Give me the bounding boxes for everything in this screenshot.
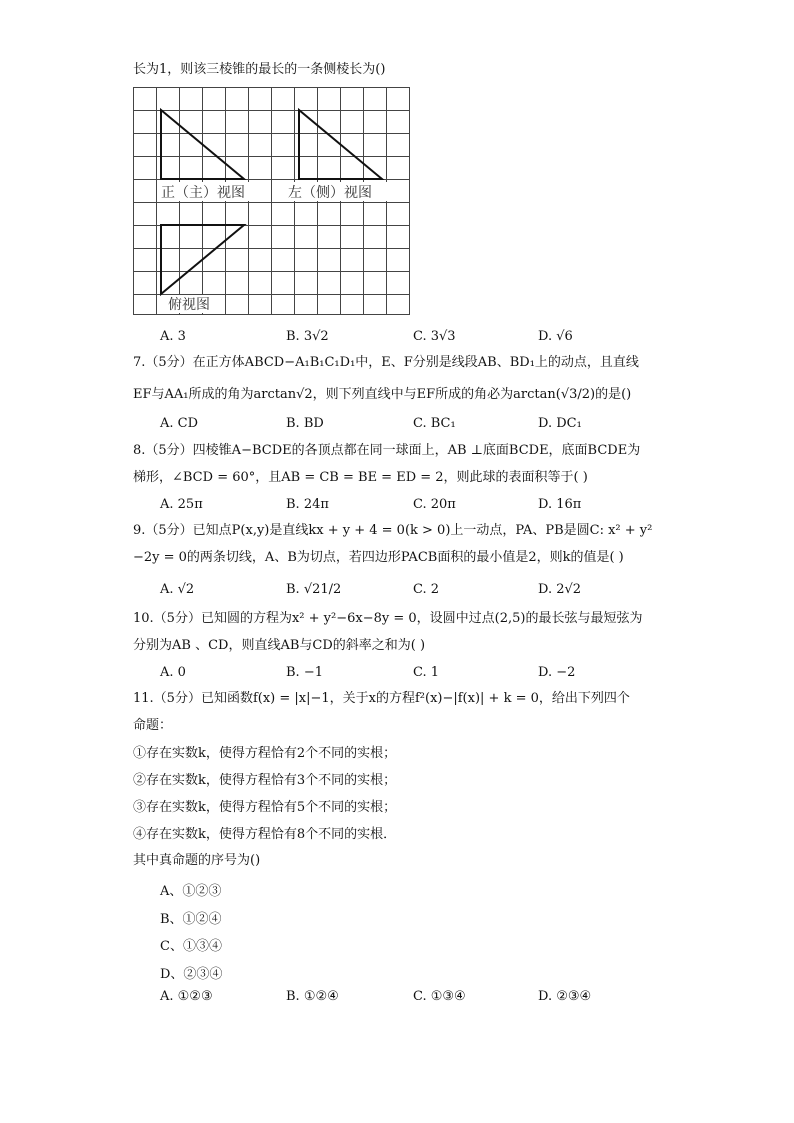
option-b[interactable]: B. −1	[286, 665, 323, 680]
question-6-options	[160, 329, 680, 345]
question-10-options	[160, 665, 680, 681]
option-c[interactable]: C. ①③④	[413, 989, 466, 1004]
option-b[interactable]: B. √21/2	[286, 582, 342, 597]
question-9-line-1: 9.（5分）已知点P(x,y)是直线kx + y + 4 = 0(k > 0)上一动点，PA、PB是圆C: x² + y²	[133, 523, 653, 538]
question-7-line-1: 7.（5分）在正方体ABCD−A₁B₁C₁D₁中，E、F分别是线段AB、BD₁上的动点，且直线	[133, 355, 639, 370]
sub-option-a: A、①②③	[160, 884, 222, 899]
question-10-line-1: 10.（5分）已知圆的方程为x² + y²−6x−8y = 0，设圆中过点(2,5)的最长弦与最短弦为	[133, 611, 643, 626]
question-8-options	[160, 497, 680, 513]
option-b[interactable]: B. BD	[286, 416, 324, 431]
option-a[interactable]: A. 3	[160, 329, 186, 344]
question-7-line-2: EF与AA₁所成的角为arctan√2，则下列直线中与EF所成的角必为arctan(√3/2)的是()	[133, 387, 632, 402]
top-view-label: 俯视图	[168, 297, 210, 313]
option-d[interactable]: D. −2	[538, 665, 576, 680]
option-a[interactable]: A. CD	[160, 416, 199, 431]
option-c[interactable]: C. 1	[413, 665, 440, 680]
statement-3: ③存在实数k，使得方程恰有5个不同的实根；	[133, 800, 397, 815]
option-a[interactable]: A. 0	[160, 665, 186, 680]
sub-option-d: D、②③④	[160, 967, 223, 982]
statement-2: ②存在实数k，使得方程恰有3个不同的实根；	[133, 773, 397, 788]
option-d[interactable]: D. DC₁	[538, 416, 582, 431]
option-b[interactable]: B. ①②④	[286, 989, 339, 1004]
question-7-options	[160, 416, 680, 432]
option-d[interactable]: D. 2√2	[538, 582, 582, 597]
statement-4: ④存在实数k，使得方程恰有8个不同的实根．	[133, 827, 397, 842]
sub-option-c: C、①③④	[160, 939, 222, 954]
option-d[interactable]: D. ②③④	[538, 989, 592, 1004]
question-11-options	[160, 989, 680, 1005]
side-view-label: 左（侧）视图	[288, 185, 372, 201]
three-view-figure	[133, 87, 413, 317]
option-a[interactable]: A. 25π	[160, 497, 203, 512]
question-11-prompt: 其中真命题的序号为()	[133, 853, 261, 868]
front-view-label: 正（主）视图	[161, 185, 245, 201]
question-11-line-1: 11.（5分）已知函数f(x) = |x|−1，关于x的方程f²(x)−|f(x)| + k = 0，给出下列四个	[133, 691, 630, 706]
question-9-line-2: −2y = 0的两条切线，A、B为切点，若四边形PACB面积的最小值是2，则k的值是( )	[133, 550, 624, 565]
option-b[interactable]: B. 3√2	[286, 329, 329, 344]
question-6-stem: 长为1，则该三棱锥的最长的一条侧棱长为()	[133, 62, 386, 77]
option-c[interactable]: C. 2	[413, 582, 440, 597]
question-9-options	[160, 582, 680, 598]
option-b[interactable]: B. 24π	[286, 497, 329, 512]
statement-1: ①存在实数k，使得方程恰有2个不同的实根；	[133, 746, 397, 761]
question-8-line-1: 8.（5分）四棱锥A−BCDE的各顶点都在同一球面上，AB ⊥底面BCDE，底面BCDE为	[133, 443, 641, 458]
option-c[interactable]: C. BC₁	[413, 416, 456, 431]
option-d[interactable]: D. √6	[538, 329, 573, 344]
option-c[interactable]: C. 20π	[413, 497, 456, 512]
sub-option-b: B、①②④	[160, 912, 222, 927]
option-a[interactable]: A. √2	[160, 582, 195, 597]
question-8-line-2: 梯形，∠BCD = 60°，且AB = CB = BE = ED = 2，则此球的表面积等于( )	[133, 470, 588, 485]
question-10-line-2: 分别为AB 、CD，则直线AB与CD的斜率之和为( )	[133, 638, 426, 653]
option-d[interactable]: D. 16π	[538, 497, 582, 512]
option-c[interactable]: C. 3√3	[413, 329, 456, 344]
question-11-line-2: 命题：	[133, 718, 173, 733]
option-a[interactable]: A. ①②③	[160, 989, 213, 1004]
